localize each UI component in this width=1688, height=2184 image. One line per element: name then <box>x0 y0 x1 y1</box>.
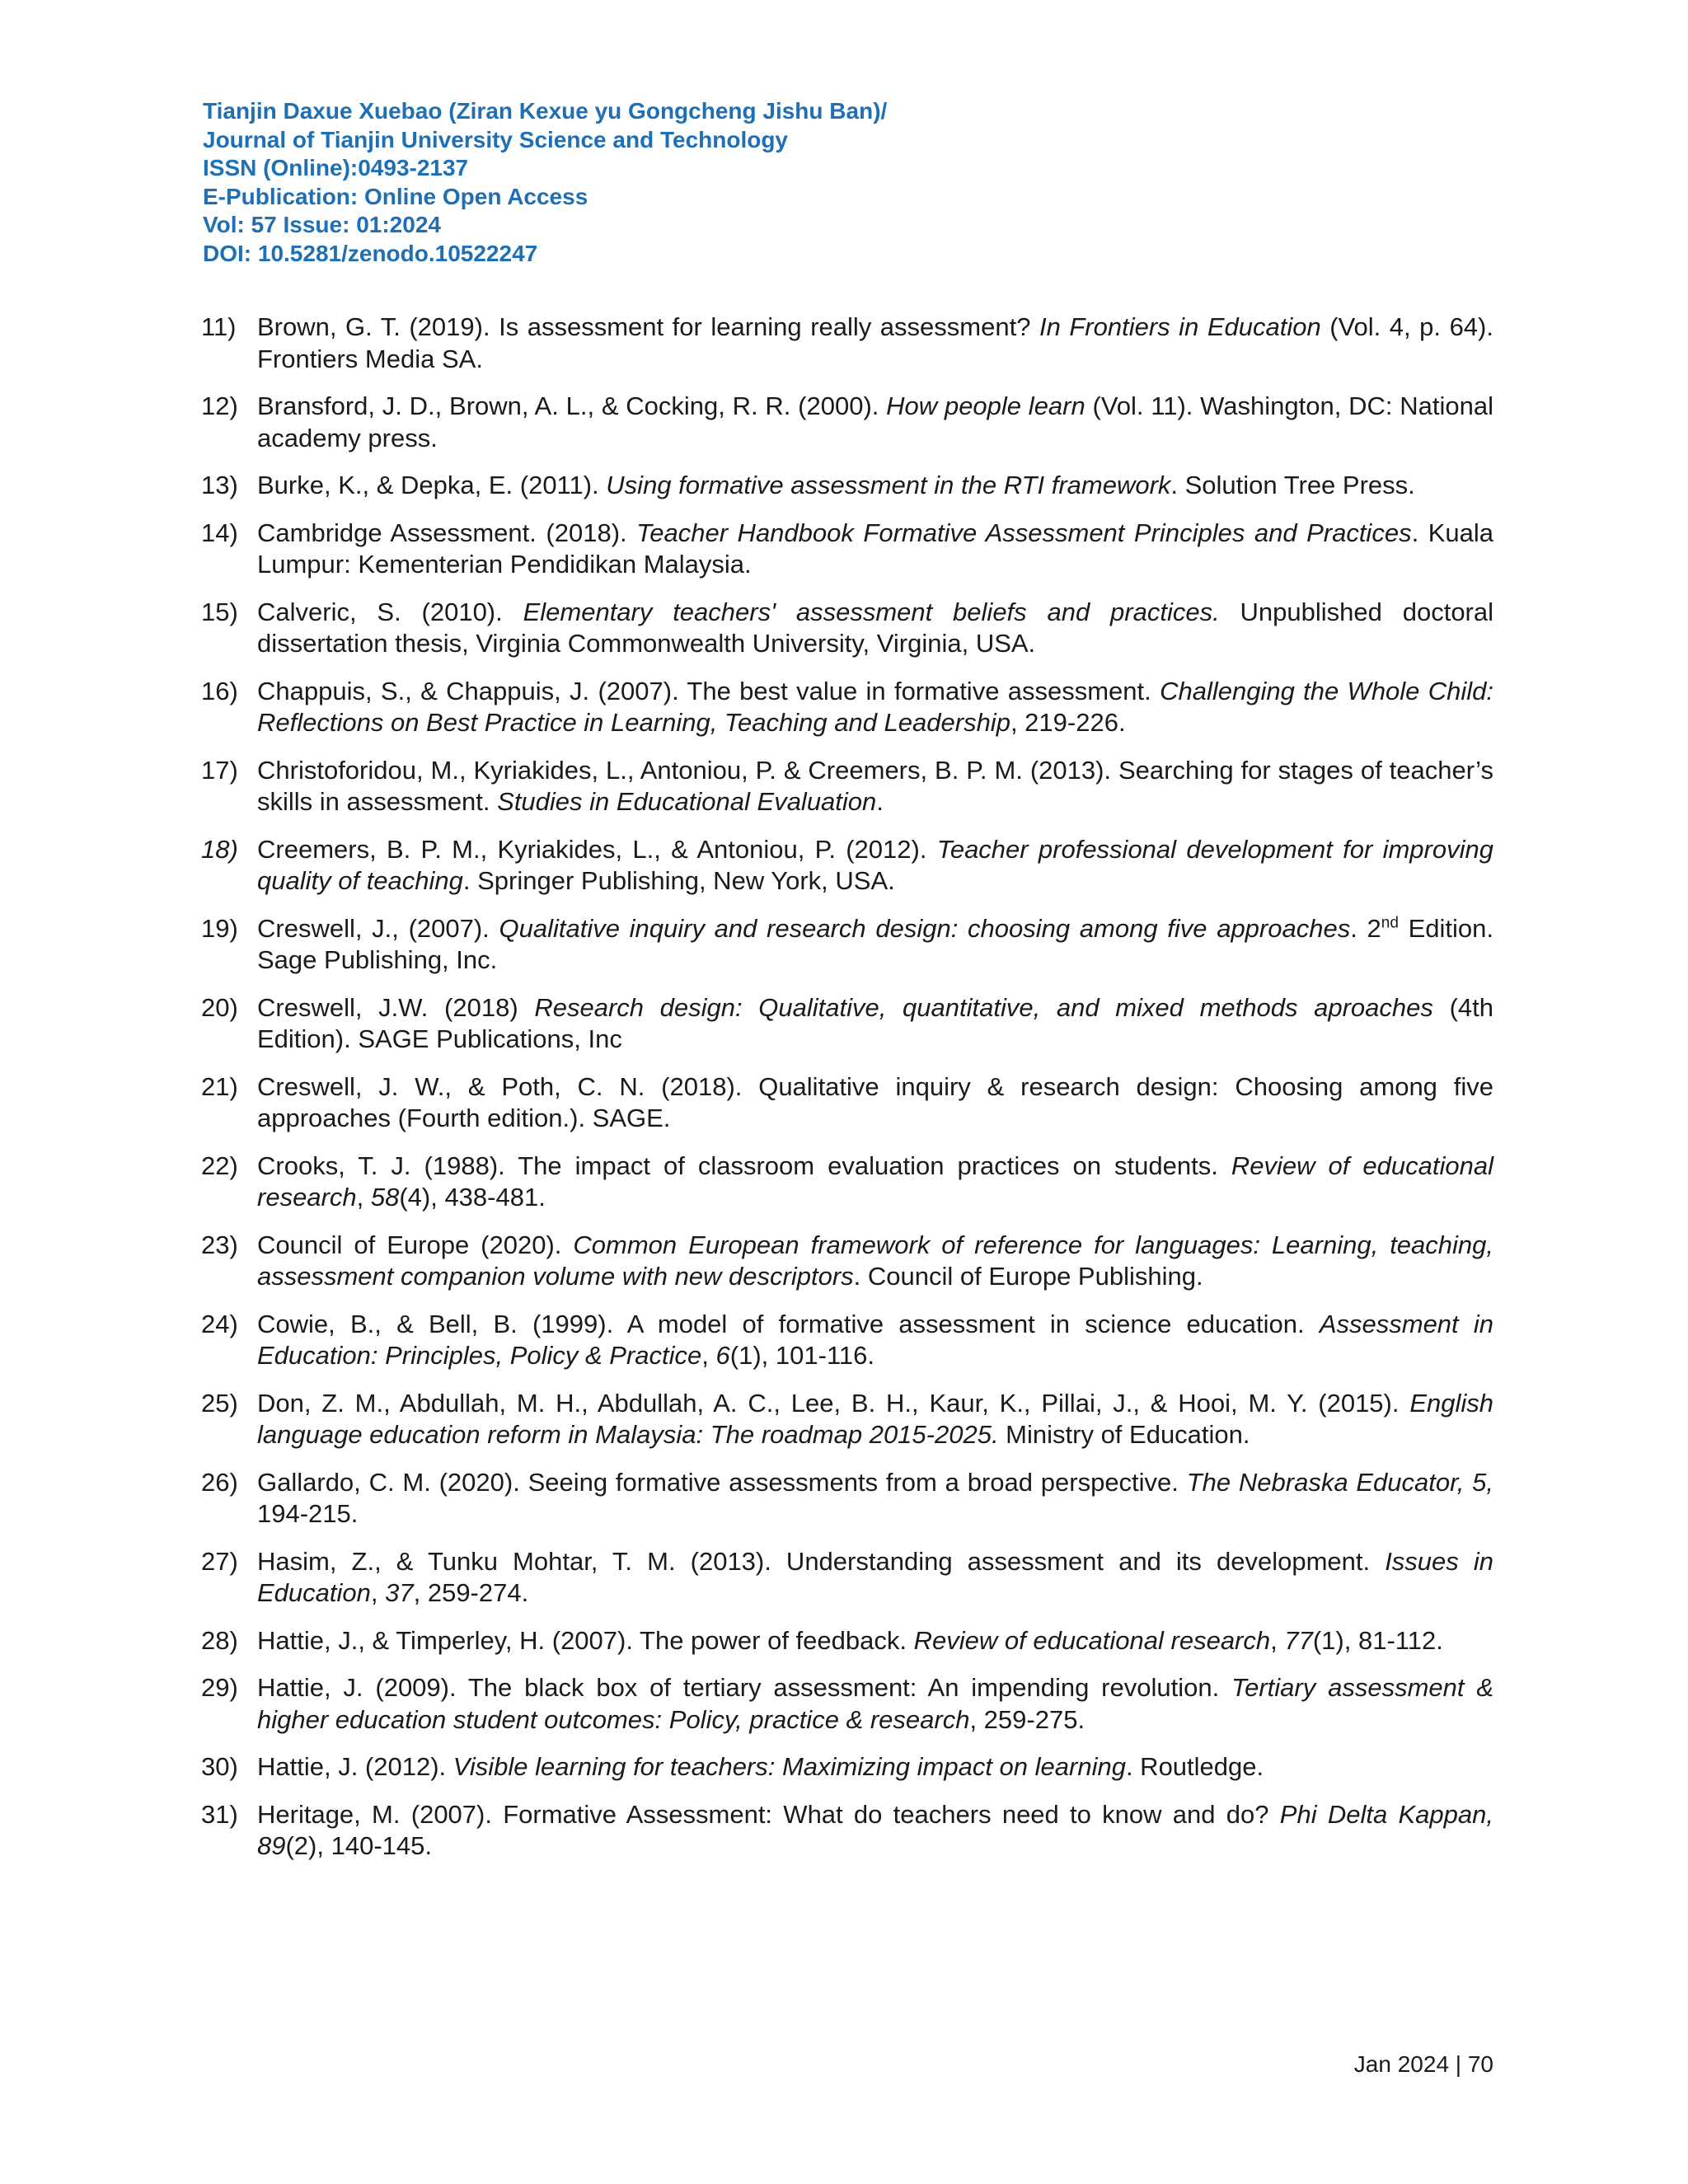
journal-title-line-1: Tianjin Daxue Xuebao (Ziran Kexue yu Gongcheng Jishu Ban)/ <box>203 98 888 124</box>
reference-item <box>201 1751 1493 1783</box>
reference-number: 28) <box>201 1625 238 1655</box>
journal-volume-issue: Vol: 57 Issue: 01:2024 <box>203 212 441 237</box>
reference-item <box>201 913 1493 977</box>
reference-text: , 219-226. <box>1010 708 1126 737</box>
reference-text: Gallardo, C. M. (2020). Seeing formative assessments from a broad perspective. <box>257 1467 1187 1497</box>
reference-number: 11) <box>201 312 237 341</box>
reference-text: Ministry of Education. <box>998 1420 1250 1449</box>
reference-italic-text: How people learn <box>886 391 1085 420</box>
reference-italic-text: Qualitative inquiry and research design: choosing among five approaches <box>499 913 1351 943</box>
reference-text: (Vol. 11). Washington, DC: National academy press. <box>257 391 1494 452</box>
reference-text: . 2 <box>1350 913 1381 943</box>
reference-item <box>201 1625 1493 1657</box>
reference-item <box>201 1672 1493 1736</box>
reference-text: Heritage, M. (2007). Formative Assessment: What do teachers need to know and do? <box>257 1799 1280 1829</box>
reference-italic-text: The Nebraska Educator, 5, <box>1186 1467 1493 1497</box>
reference-item <box>201 1151 1493 1214</box>
reference-text: (Vol. 4, p. 64). Frontiers Media SA. <box>257 312 1493 373</box>
reference-text: Creswell, J. W., & Poth, C. N. (2018). Qualitative inquiry & research design: Choosing among five approaches (Fourth edition.). SAGE. <box>257 1071 1493 1132</box>
reference-item <box>201 834 1493 898</box>
reference-italic-text: 58 <box>370 1183 400 1212</box>
reference-number: 13) <box>201 471 238 499</box>
reference-list <box>201 312 1493 1878</box>
reference-item <box>201 1388 1493 1451</box>
superscript-text: nd <box>1381 914 1399 932</box>
reference-text: , 259-275. <box>969 1704 1085 1734</box>
reference-text: Chappuis, S., & Chappuis, J. (2007). The best value in formative assessment. <box>257 676 1160 705</box>
reference-number: 18) <box>201 834 238 864</box>
reference-text: Hattie, J. (2012). <box>257 1752 453 1781</box>
reference-item <box>201 1799 1493 1863</box>
reference-item <box>201 518 1493 581</box>
reference-italic-text: Studies in Educational Evaluation <box>497 787 877 816</box>
reference-number: 12) <box>201 391 238 420</box>
reference-text: Edition. Sage Publishing, Inc. <box>257 913 1493 974</box>
reference-number: 16) <box>201 676 238 705</box>
reference-text: (1), 101-116. <box>729 1341 874 1370</box>
reference-text: . Kuala Lumpur: Kementerian Pendidikan Malaysia. <box>257 518 1493 579</box>
reference-text: , <box>701 1341 716 1370</box>
reference-italic-text: 6 <box>715 1341 730 1370</box>
reference-italic-text: Elementary teachers' assessment beliefs and practices. <box>523 597 1220 626</box>
reference-text: Creswell, J.W. (2018) <box>257 992 535 1022</box>
reference-italic-text: Issues in Education <box>257 1546 1493 1607</box>
reference-text: Hattie, J., & Timperley, H. (2007). The power of feedback. <box>257 1625 914 1655</box>
journal-doi: DOI: 10.5281/zenodo.10522247 <box>203 240 538 266</box>
journal-publication-type: E-Publication: Online Open Access <box>203 183 588 209</box>
reference-text: , 259-274. <box>413 1578 529 1607</box>
reference-item <box>201 1230 1493 1293</box>
reference-text: , <box>356 1183 371 1212</box>
reference-italic-text: English language education reform in Malaysia: The roadmap 2015-2025. <box>257 1388 1493 1449</box>
reference-italic-text: Visible learning for teachers: Maximizing impact on learning <box>452 1752 1126 1781</box>
reference-item <box>201 1309 1493 1372</box>
reference-text: Creemers, B. P. M., Kyriakides, L., & Antoniou, P. (2012). <box>257 834 937 864</box>
reference-item <box>201 391 1493 454</box>
journal-header <box>203 97 1357 268</box>
reference-italic-text: Tertiary assessment & higher education student outcomes: Policy, practice & research <box>257 1673 1493 1734</box>
reference-text: . <box>876 787 884 816</box>
reference-italic-text: Using formative assessment in the RTI framework <box>606 471 1171 499</box>
reference-number: 19) <box>201 913 238 943</box>
reference-italic-text: Assessment in Education: Principles, Policy & Practice <box>257 1309 1494 1370</box>
reference-item <box>201 676 1493 739</box>
reference-text: (1), 81-112. <box>1312 1625 1443 1655</box>
reference-number: 20) <box>201 992 238 1022</box>
reference-number: 24) <box>201 1309 238 1338</box>
reference-italic-text: Research design: Qualitative, quantitative, and mixed methods aproaches <box>534 992 1433 1022</box>
reference-text: . Solution Tree Press. <box>1170 471 1415 499</box>
reference-italic-text: Challenging the Whole Child: Reflections on Best Practice in Learning, Teaching and Leadership <box>257 676 1493 737</box>
reference-text: Burke, K., & Depka, E. (2011). <box>257 471 607 499</box>
reference-text: , <box>370 1578 386 1607</box>
reference-number: 27) <box>201 1546 238 1576</box>
reference-italic-text: Common European framework of reference for languages: Learning, teaching, assessment companion volume with new descriptors <box>257 1230 1494 1291</box>
page-footer: Jan 2024 | 70 <box>1353 2051 1493 2077</box>
reference-number: 29) <box>201 1673 238 1702</box>
reference-italic-text: Review of educational research <box>913 1625 1271 1655</box>
reference-italic-text: In Frontiers in Education <box>1039 312 1321 341</box>
reference-text: , <box>1270 1625 1285 1655</box>
reference-text: Cowie, B., & Bell, B. (1999). A model of formative assessment in science education. <box>257 1309 1320 1338</box>
reference-text: Brown, G. T. (2019). Is assessment for learning really assessment? <box>257 312 1039 341</box>
reference-item <box>201 470 1493 502</box>
reference-item <box>201 597 1493 660</box>
reference-italic-text: Teacher Handbook Formative Assessment Principles and Practices <box>636 518 1412 547</box>
reference-text: . Council of Europe Publishing. <box>853 1262 1203 1291</box>
reference-number: 25) <box>201 1388 238 1418</box>
reference-italic-text: 37 <box>385 1578 414 1607</box>
reference-number: 17) <box>201 755 238 785</box>
reference-item <box>201 1467 1493 1530</box>
reference-number: 14) <box>201 518 238 547</box>
reference-italic-text: Phi Delta Kappan, 89 <box>257 1799 1493 1860</box>
reference-text: Cambridge Assessment. (2018). <box>257 518 637 547</box>
reference-text: Hattie, J. (2009). The black box of tertiary assessment: An impending revolution. <box>257 1673 1232 1702</box>
reference-text: Hasim, Z., & Tunku Mohtar, T. M. (2013). Understanding assessment and its development. <box>257 1546 1386 1576</box>
reference-italic-text: Review of educational research <box>257 1151 1494 1212</box>
reference-italic-text: Teacher professional development for improving quality of teaching <box>257 834 1493 895</box>
reference-number: 31) <box>201 1799 238 1829</box>
reference-number: 23) <box>201 1230 238 1259</box>
journal-title-line-2: Journal of Tianjin University Science and Technology <box>203 126 789 152</box>
reference-text: . Routledge. <box>1125 1752 1264 1781</box>
reference-text: Crooks, T. J. (1988). The impact of classroom evaluation practices on students. <box>257 1151 1231 1180</box>
reference-number: 30) <box>201 1752 238 1781</box>
reference-number: 21) <box>201 1071 238 1101</box>
reference-text: (4), 438-481. <box>399 1183 546 1212</box>
reference-number: 22) <box>201 1151 238 1180</box>
reference-italic-text: 77 <box>1284 1625 1313 1655</box>
reference-item <box>201 1071 1493 1135</box>
reference-text: Christoforidou, M., Kyriakides, L., Antoniou, P. & Creemers, B. P. M. (2013). Searching for stages of teacher’s skills in assessment. <box>257 755 1493 816</box>
reference-text: . Springer Publishing, New York, USA. <box>462 866 895 895</box>
reference-item <box>201 992 1493 1056</box>
reference-item <box>201 755 1493 818</box>
reference-number: 15) <box>201 597 238 626</box>
reference-text: Calveric, S. (2010). <box>257 597 523 626</box>
reference-text: 194-215. <box>257 1499 359 1528</box>
reference-text: (2), 140-145. <box>285 1831 432 1860</box>
reference-text: Don, Z. M., Abdullah, M. H., Abdullah, A. C., Lee, B. H., Kaur, K., Pillai, J., & Hooi, M. Y. (2015). <box>257 1388 1410 1418</box>
journal-issn: ISSN (Online):0493-2137 <box>203 155 469 180</box>
reference-item <box>201 312 1493 375</box>
reference-text: Unpublished doctoral dissertation thesis, Virginia Commonwealth University, Virginia, USA. <box>257 597 1494 658</box>
reference-text: (4th Edition). SAGE Publications, Inc <box>257 992 1493 1053</box>
reference-text: Council of Europe (2020). <box>257 1230 574 1259</box>
reference-item <box>201 1546 1493 1610</box>
reference-text: Bransford, J. D., Brown, A. L., & Cocking, R. R. (2000). <box>257 391 887 420</box>
reference-text: Creswell, J., (2007). <box>257 913 499 943</box>
reference-number: 26) <box>201 1467 238 1497</box>
